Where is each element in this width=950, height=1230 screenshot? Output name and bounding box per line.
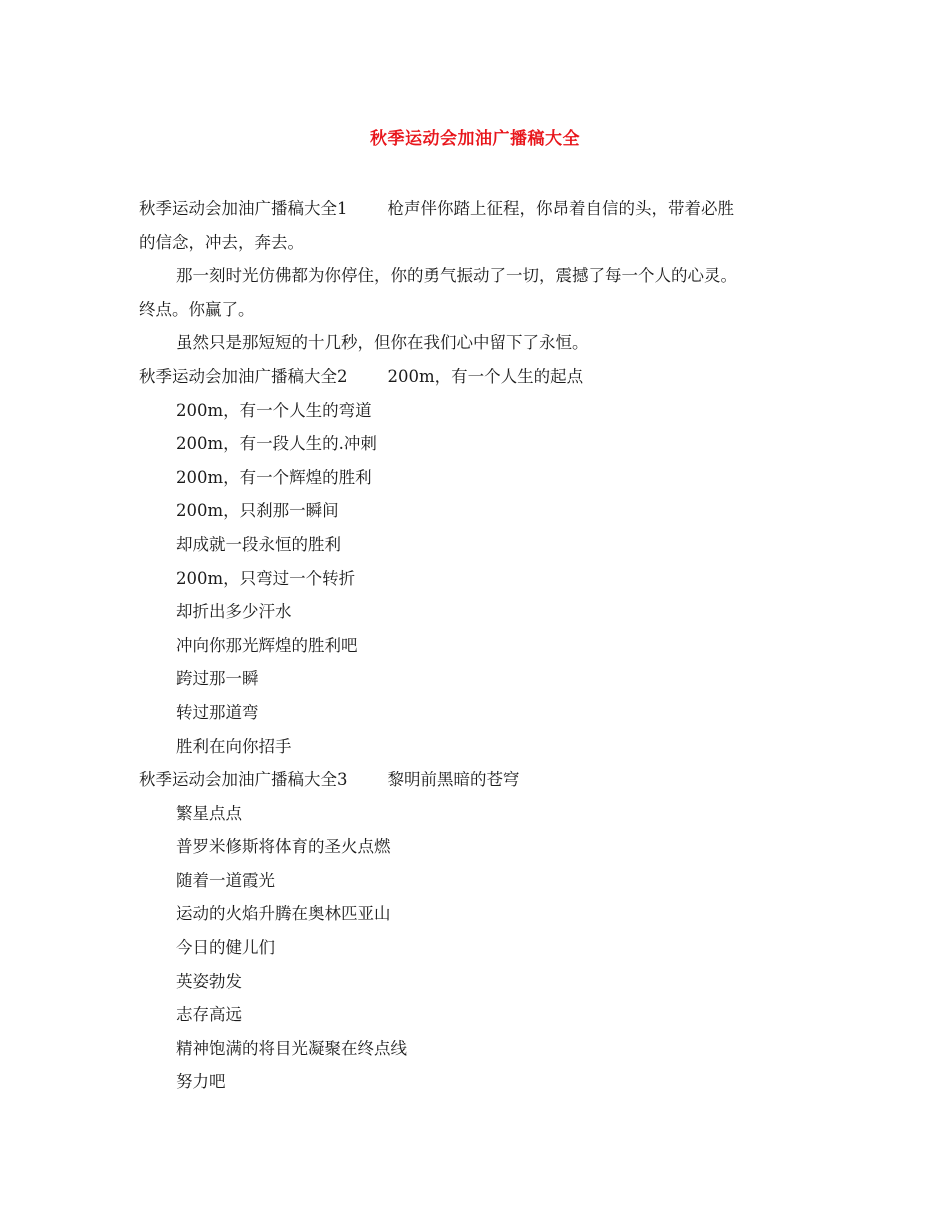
section-1-first-line: 枪声伴你踏上征程，你昂着自信的头，带着必胜: [387, 199, 734, 218]
poem-line: 精神饱满的将目光凝聚在终点线: [176, 1038, 407, 1058]
poem-line: 200m，有一个人生的弯道: [176, 400, 372, 420]
section-1-paragraph-2-line-1: 那一刻时光仿佛都为你停住，你的勇气振动了一切，震撼了每一个人的心灵。: [176, 266, 737, 286]
poem-line: 转过那道弯: [176, 702, 259, 722]
poem-line: 随着一道霞光: [176, 870, 275, 890]
section-2-heading-line: [139, 360, 819, 394]
document-body: [139, 192, 819, 1099]
poem-line: 繁星点点: [176, 803, 242, 823]
poem-line: 志存高远: [176, 1005, 242, 1025]
poem-line: 冲向你那光辉煌的胜利吧: [176, 635, 358, 655]
poem-line: 200m，有一段人生的.冲刺: [176, 434, 377, 454]
section-1-continuation: 的信念，冲去，奔去。: [139, 232, 304, 252]
poem-line: 200m，只刹那一瞬间: [176, 501, 339, 521]
poem-line: 英姿勃发: [176, 971, 242, 991]
section-3-heading-line: [139, 763, 819, 797]
section-1-heading-line: [139, 192, 819, 226]
document-title: 秋季运动会加油广播稿大全: [370, 129, 580, 149]
section-2-first-line: 200m，有一个人生的起点: [387, 366, 584, 386]
poem-line: 200m，有一个辉煌的胜利: [176, 467, 372, 487]
poem-line: 却成就一段永恒的胜利: [176, 534, 341, 554]
section-1-paragraph-2-line-2: 终点。你赢了。: [139, 299, 255, 319]
poem-line: 跨过那一瞬: [176, 669, 259, 689]
section-1-paragraph-3: 虽然只是那短短的十几秒，但你在我们心中留下了永恒。: [176, 333, 589, 353]
poem-line: 今日的健儿们: [176, 938, 275, 958]
poem-line: 普罗米修斯将体育的圣火点燃: [176, 837, 391, 857]
poem-line: 运动的火焰升腾在奥林匹亚山: [176, 904, 391, 924]
section-1-heading: 秋季运动会加油广播稿大全1: [139, 199, 348, 218]
section-2-heading: 秋季运动会加油广播稿大全2: [139, 366, 348, 386]
poem-line: 200m，只弯过一个转折: [176, 568, 356, 588]
poem-line: 胜利在向你招手: [176, 736, 292, 756]
section-3-first-line: 黎明前黑暗的苍穹: [387, 770, 520, 790]
section-3-heading: 秋季运动会加油广播稿大全3: [139, 770, 348, 790]
poem-line: 却折出多少汗水: [176, 602, 292, 622]
poem-line: 努力吧: [176, 1072, 226, 1092]
